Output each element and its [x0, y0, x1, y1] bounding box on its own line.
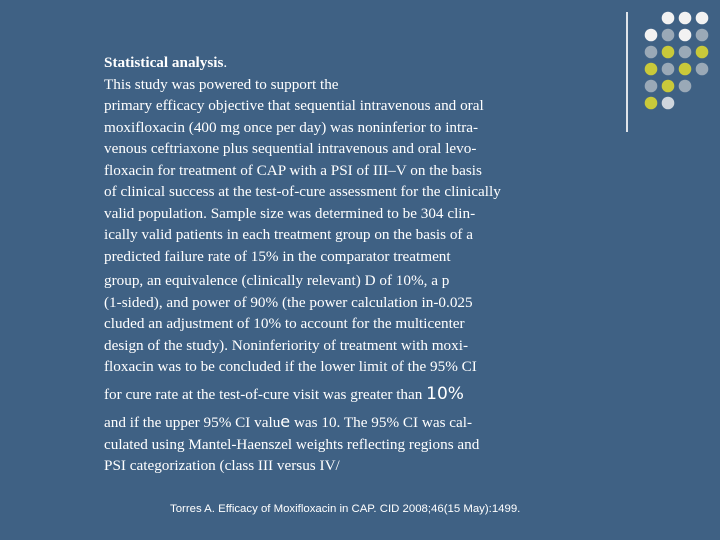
section-heading: Statistical analysis. — [104, 54, 228, 71]
text-line: valid population. Sample size was determined to be 304 clin- — [104, 204, 476, 222]
decorative-dot — [662, 80, 675, 93]
text-line: cluded an adjustment of 10% to account for the multicenter — [104, 315, 465, 332]
citation: Torres A. Efficacy of Moxifloxacin in CAP. CID 2008;46(15 May):1499. — [170, 503, 521, 515]
decorative-dot — [645, 29, 658, 42]
decorative-dot — [662, 63, 675, 76]
decorative-dot — [679, 12, 692, 25]
statistical-analysis-text — [104, 52, 584, 477]
decorative-vertical-line — [626, 12, 628, 132]
threshold-value: 10% — [426, 383, 464, 404]
decorative-dot — [679, 29, 692, 42]
text-line: primary efficacy objective that sequential intravenous and oral — [104, 97, 484, 114]
text-line: ically valid patients in each treatment group on the basis of a — [104, 226, 474, 243]
text-line: culated using Mantel-Haenszel weights reflecting regions and — [104, 435, 480, 453]
decorative-dot — [645, 63, 658, 76]
decorative-dot — [696, 63, 709, 76]
decorative-dot — [645, 46, 658, 59]
decorative-dot — [662, 46, 675, 59]
decorative-dot — [645, 97, 658, 110]
text-line: moxifloxacin (400 mg once per day) was noninferior to intra- — [104, 118, 479, 136]
decorative-dot — [679, 63, 692, 76]
decorative-dot — [679, 80, 692, 93]
decorative-dot — [662, 29, 675, 42]
text-line: for cure rate at the test-of-cure visit was greater than 10% — [104, 383, 464, 404]
text-line: and if the upper 95% CI value was 10. The 95% CI was cal- — [104, 412, 473, 431]
text-line: of clinical success at the test-of-cure assessment for the clinically — [104, 183, 501, 200]
text-line: floxacin for treatment of CAP with a PSI of III–V on the basis — [104, 161, 482, 179]
decorative-dot — [662, 97, 675, 110]
text-line: venous ceftriaxone plus sequential intravenous and oral levo- — [104, 140, 477, 157]
text-line: (1-sided), and power of 90% (the power calculation in-0.025 — [104, 293, 473, 311]
decorative-dot — [696, 29, 709, 42]
decorative-dot — [679, 46, 692, 59]
text-line: PSI categorization (class III versus IV/ — [104, 457, 340, 474]
decorative-dot — [662, 12, 675, 25]
decorative-dot — [645, 80, 658, 93]
text-line: group, an equivalence (clinically relevant) D of 10%, a p — [104, 272, 450, 289]
text-line: predicted failure rate of 15% in the comparator treatment — [104, 247, 451, 265]
text-line: This study was powered to support the — [104, 75, 339, 93]
text-line: floxacin was to be concluded if the lower limit of the 95% CI — [104, 358, 477, 375]
decorative-dot — [696, 46, 709, 59]
decorative-dot — [696, 12, 709, 25]
text-line: design of the study). Noninferiority of treatment with moxi- — [104, 336, 469, 354]
